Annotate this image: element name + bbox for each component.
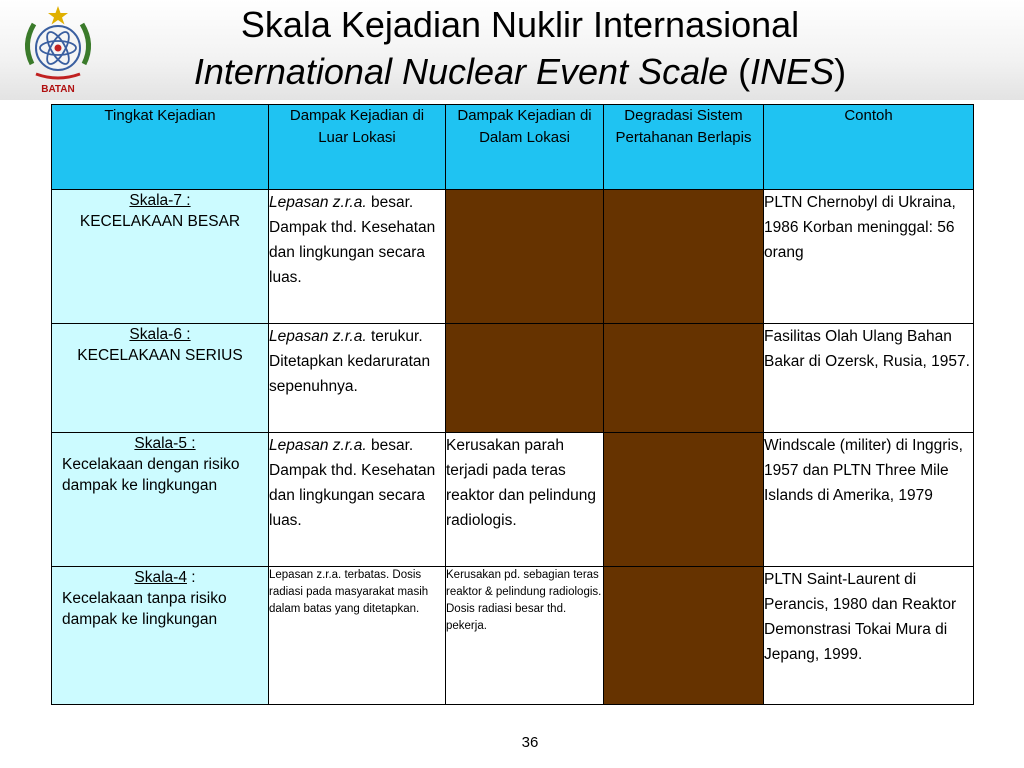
level-cell <box>52 567 269 705</box>
subtitle-abbr: INES <box>750 51 835 92</box>
defense-cell <box>604 433 764 567</box>
logo-label: BATAN <box>41 84 75 95</box>
scale-label: Skala-4 <box>134 569 187 586</box>
header-onsite: Dampak Kejadian di Dalam Lokasi <box>446 105 604 190</box>
scale-label: Skala-6 : <box>129 326 191 343</box>
header-level: Tingkat Kejadian <box>52 105 269 190</box>
offsite-cell <box>269 567 446 705</box>
example-cell: PLTN Chernobyl di Ukraina, 1986 Korban meninggal: 56 orang <box>764 190 974 324</box>
offsite-text: Lepasan z.r.a. terbatas. Dosis radiasi pada masyarakat masih dalam batas yang ditetapkan. <box>269 569 429 615</box>
table-header-row <box>52 105 974 190</box>
ines-table <box>51 104 974 705</box>
scale-label: Skala-7 : <box>129 192 191 209</box>
page-title: Skala Kejadian Nuklir Internasional <box>240 4 800 45</box>
offsite-cell <box>269 324 446 433</box>
offsite-text: terukur. Ditetapkan kedaruratan sepenuhnya. <box>269 328 431 395</box>
header-example: Contoh <box>764 105 974 190</box>
offsite-italic: Lepasan z.r.a. <box>269 437 367 454</box>
onsite-cell <box>446 190 604 324</box>
onsite-cell <box>446 324 604 433</box>
level-name: Kecelakaan tanpa risiko dampak ke lingkungan <box>62 590 227 628</box>
onsite-cell: Kerusakan pd. sebagian teras reaktor & pelindung radiologis. Dosis radiasi besar thd. pekerja. <box>446 567 604 705</box>
subtitle-main: International Nuclear Event Scale <box>193 51 729 92</box>
subtitle-open-paren: ( <box>728 51 751 92</box>
offsite-text: besar. Dampak thd. Kesehatan dan lingkungan secara luas. <box>269 437 436 529</box>
batan-logo <box>18 4 98 98</box>
page-subtitle <box>120 50 920 94</box>
level-name: Kecelakaan dengan risiko dampak ke lingkungan <box>62 456 240 494</box>
page-number: 36 <box>521 734 539 751</box>
offsite-text: besar. Dampak thd. Kesehatan dan lingkungan secara luas. <box>269 194 436 286</box>
atom-emblem-icon <box>18 4 98 86</box>
defense-cell <box>604 567 764 705</box>
scale-label: Skala-5 : <box>134 435 196 452</box>
subtitle-close-paren: ) <box>834 51 847 92</box>
offsite-italic: Lepasan z.r.a. <box>269 194 367 211</box>
level-cell <box>52 324 269 433</box>
example-cell: Windscale (militer) di Inggris, 1957 dan PLTN Three Mile Islands di Amerika, 1979 <box>764 433 974 567</box>
header-defense: Degradasi Sistem Pertahanan Berlapis <box>604 105 764 190</box>
level-cell <box>52 433 269 567</box>
table-row <box>52 433 974 567</box>
defense-cell <box>604 324 764 433</box>
table-row <box>52 324 974 433</box>
table-row <box>52 190 974 324</box>
offsite-cell <box>269 190 446 324</box>
onsite-cell: Kerusakan parah terjadi pada teras reaktor dan pelindung radiologis. <box>446 433 604 567</box>
example-cell: Fasilitas Olah Ulang Bahan Bakar di Ozersk, Rusia, 1957. <box>764 324 974 433</box>
table-row <box>52 567 974 705</box>
slide-header <box>0 0 1024 100</box>
example-cell: PLTN Saint-Laurent di Perancis, 1980 dan Reaktor Demonstrasi Tokai Mura di Jepang, 1999. <box>764 567 974 705</box>
level-name: KECELAKAAN SERIUS <box>77 347 243 364</box>
defense-cell <box>604 190 764 324</box>
header-offsite: Dampak Kejadian di Luar Lokasi <box>269 105 446 190</box>
offsite-italic: Lepasan z.r.a. <box>269 328 367 345</box>
offsite-cell <box>269 433 446 567</box>
level-cell <box>52 190 269 324</box>
scale-suffix: : <box>186 569 196 586</box>
level-name: KECELAKAAN BESAR <box>79 213 241 230</box>
